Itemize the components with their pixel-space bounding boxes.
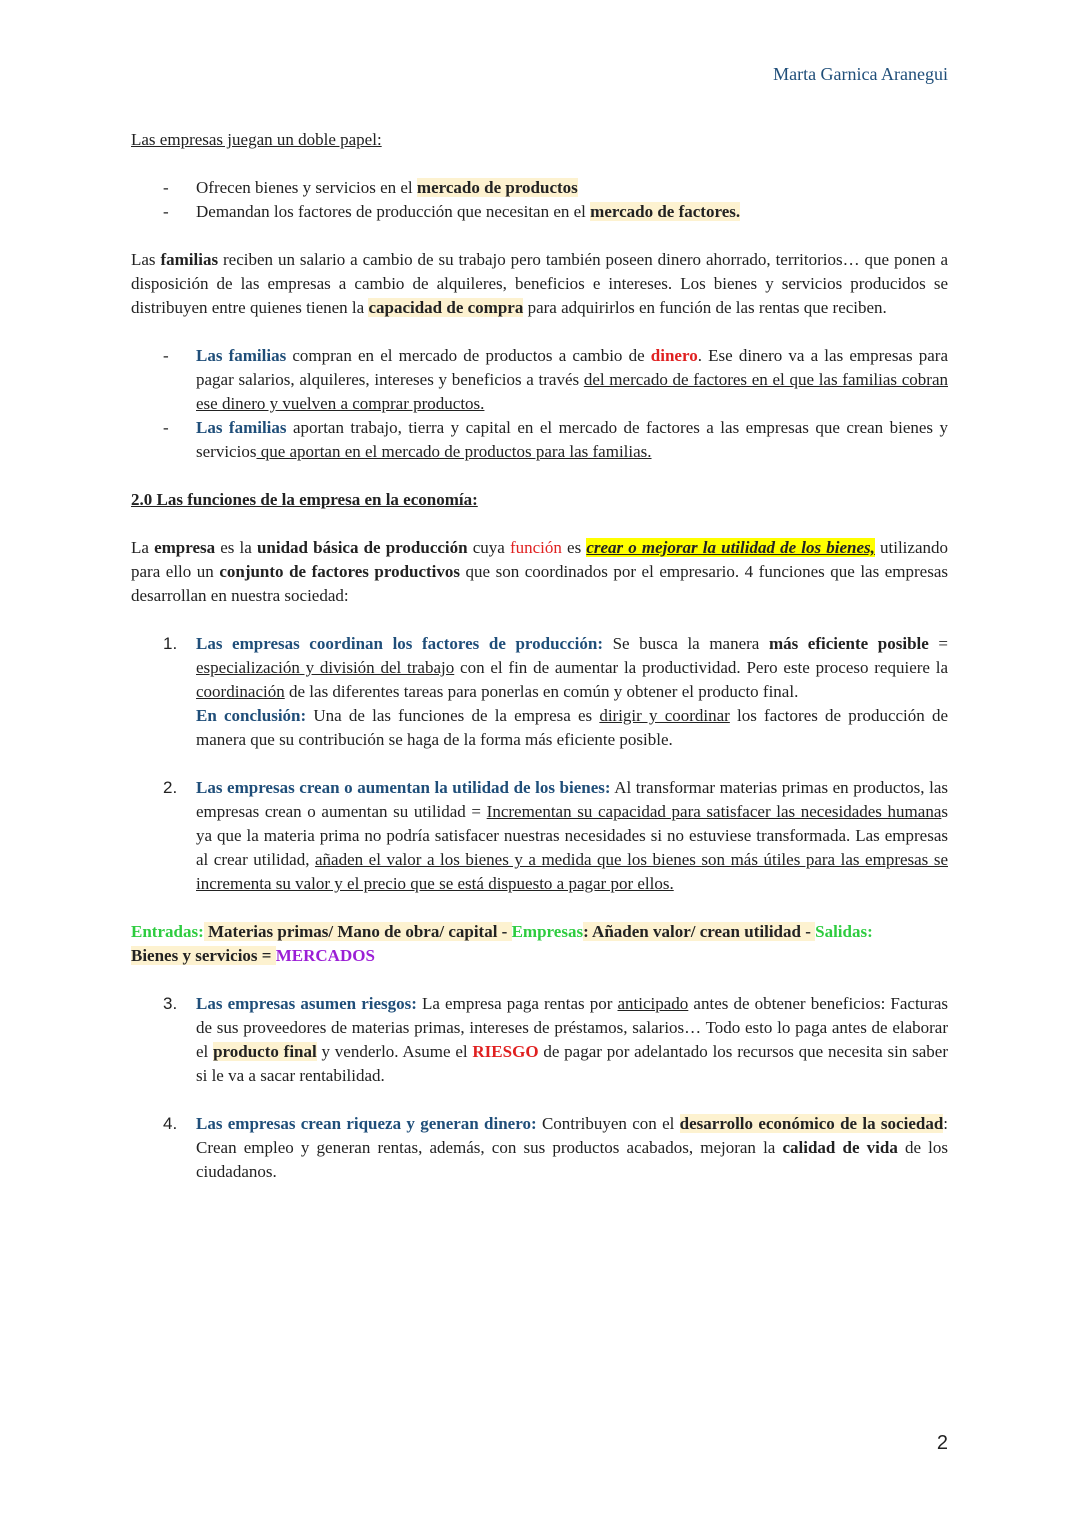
highlight: crear o mejorar la utilidad de los bienes, [586,538,875,557]
flow-summary: Entradas: Materias primas/ Mano de obra/ capital - Empresas: Añaden valor/ crean utilidad - Salidas: Bienes y servicios = MERCADOS [131,922,873,965]
function-item-1: 1. Las empresas coordinan los factores de producción: Se busca la manera más eficiente posible = especialización y división del trabajo con el fin de aumentar la productividad. Pero este proceso requiere la coordinación de las diferentes tareas para ponerlas en común y obtener el producto final. En conclusión: Una de las funciones de la empresa es dirigir y coordinar los factores de producción de manera que su contribución se haga de la forma más eficiente posible. [163,634,949,749]
list-item: - Ofrecen bienes y servicios en el mercado de productos [131,176,948,200]
functions-list-b [131,992,948,1184]
header-author: Marta Garnica Aranegui [773,64,948,84]
empresa-paragraph: La empresa es la unidad básica de producción cuya función es crear o mejorar la utilidad de los bienes, utilizando para ello un conjunto de factores productivos que son coordinados por el empresario. 4 funciones que las empresas desarrollan en nuestra sociedad: [131,538,948,605]
highlight: desarrollo económico de la sociedad [679,1114,944,1133]
list-item: - Las familias aportan trabajo, tierra y capital en el mercado de factores a las empresas que crean bienes y servicios que aportan en el mercado de productos para las familias. [131,416,948,464]
highlight: producto final [213,1042,317,1061]
highlight: mercado de productos [416,178,578,197]
function-item-3: 3. Las empresas asumen riesgos: La empresa paga rentas por anticipado antes de obtener beneficios: Facturas de sus proveedores de materias primas, intereses de préstamos, salarios… Todo esto lo paga antes de elaborar el producto final y venderlo. Asume el RIESGO de pagar por adelantado los recursos que necesita sin saber si le va a sacar rentabilidad. [163,994,948,1085]
page-body [131,128,948,1184]
familias-paragraph: Las familias reciben un salario a cambio de su trabajo pero también poseen dinero ahorrado, territorios… que ponen a disposición de las empresas a cambio de alquileres, beneficios e intereses. Los bienes y servicios producidos se distribuyen entre quienes tienen la capacidad de compra para adquirirlos en función de las rentas que reciben. [131,250,949,317]
highlight: mercado de factores. [590,202,741,221]
functions-list-a [131,632,948,896]
highlight: capacidad de compra [368,298,524,317]
familias-list [131,344,948,464]
page-number: 2 [936,1432,948,1454]
list-item: - Demandan los factores de producción que necesitan en el mercado de factores. [131,200,948,224]
function-item-4: 4. Las empresas crean riqueza y generan dinero: Contribuyen con el desarrollo económico de la sociedad: Crean empleo y generan rentas, además, con sus productos acabados, mejoran la calidad de vida de los ciudadanos. [163,1114,949,1181]
list-item: - Las familias compran en el mercado de productos a cambio de dinero. Ese dinero va a las empresas para pagar salarios, alquileres, intereses y beneficios a través del mercado de factores en el que las familias cobran ese dinero y vuelven a comprar productos. [131,344,948,416]
function-item-2: 2. Las empresas crean o aumentan la utilidad de los bienes: Al transformar materias primas en productos, las empresas crean o aumentan su utilidad = Incrementan su capacidad para satisfacer las necesidades humanas ya que la materia prima no podría satisfacer nuestras necesidades si no estuviese transformada. Las empresas al crear utilidad, añaden el valor a los bienes y a medida que los bienes son más útiles para las empresas se incrementa su valor y el precio que se está dispuesto a pagar por ellos. [163,778,949,893]
intro-list [131,176,948,224]
intro-title: Las empresas juegan un doble papel: [131,130,382,149]
section-title: 2.0 Las funciones de la empresa en la economía: [131,490,478,509]
